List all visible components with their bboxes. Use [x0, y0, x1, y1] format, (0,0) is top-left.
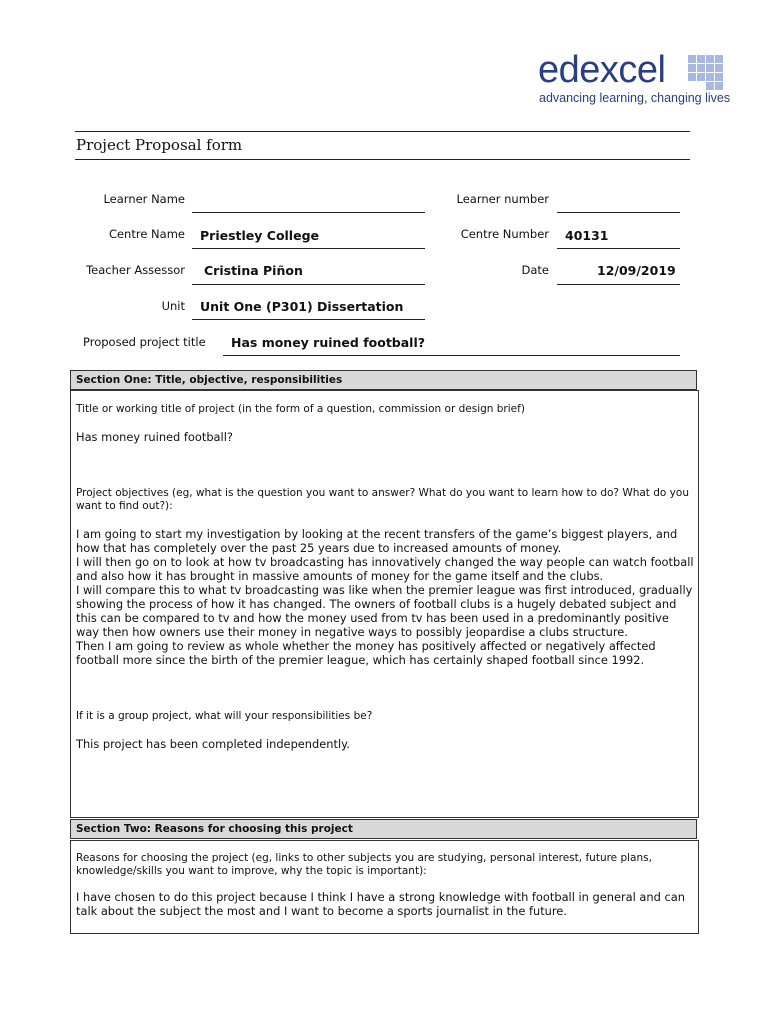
teacher-assessor-value[interactable]: Cristina Piñon	[204, 263, 303, 278]
objectives-paragraph: I am going to start my investigation by looking at the recent transfers of the game’s biggest players, and how that has completely over the past 25 years due to increased amounts of money.	[76, 527, 678, 555]
title-answer[interactable]: Has money ruined football?	[76, 430, 233, 444]
edexcel-logo-grid-icon	[688, 55, 724, 91]
date-value[interactable]: 12/09/2019	[597, 263, 676, 278]
unit-field-line	[192, 319, 425, 320]
teacher-assessor-label: Teacher Assessor	[86, 263, 185, 277]
learner-number-label: Learner number	[456, 192, 549, 206]
learner-number-field-line	[557, 212, 680, 213]
project-title-value[interactable]: Has money ruined football?	[231, 335, 425, 350]
project-title-field-line	[223, 355, 680, 356]
teacher-assessor-field-line	[192, 284, 425, 285]
title-bottom-rule	[75, 159, 690, 160]
centre-number-label: Centre Number	[460, 227, 549, 241]
date-label: Date	[521, 263, 549, 277]
objectives-paragraph: I will compare this to what tv broadcasting was like when the premier league was first introduced, gradually showing the process of how it has changed. The owners of football clubs is a hugely debated subject and this can be compared to tv and how the money used from tv has been used in a predominantly positive way then how owners use their money in negative ways to possibly jeopardise a clubs structure.	[76, 583, 693, 639]
project-title-label: Proposed project title	[83, 335, 206, 349]
centre-name-field-line	[192, 248, 425, 249]
responsibilities-question: If it is a group project, what will your responsibilities be?	[76, 710, 373, 722]
edexcel-logo-wordmark: edexcel	[538, 49, 666, 91]
section-one-header: Section One: Title, objective, responsibilities	[70, 370, 697, 390]
learner-name-label: Learner Name	[103, 192, 185, 206]
reasons-question: Reasons for choosing the project (eg, links to other subjects you are studying, personal interest, future plans, knowledge/skills you want to improve, why the topic is important):	[76, 852, 652, 877]
title-question: Title or working title of project (in the form of a question, commission or design brief)	[76, 403, 525, 415]
responsibilities-answer[interactable]: This project has been completed independently.	[76, 737, 350, 751]
title-top-rule	[75, 131, 690, 132]
objectives-paragraph: Then I am going to review as whole whether the money has positively affected or negatively affected football more since the birth of the premier league, which has certainly shaped football since 1992.	[76, 639, 656, 667]
unit-value[interactable]: Unit One (P301) Dissertation	[200, 299, 404, 314]
form-title: Project Proposal form	[76, 136, 243, 154]
objectives-answer[interactable]	[76, 527, 694, 667]
centre-name-value[interactable]: Priestley College	[200, 228, 320, 243]
objectives-question: Project objectives (eg, what is the question you want to answer? What do you want to learn how to do? What do you want to find out?):	[76, 487, 689, 512]
section-two-header: Section Two: Reasons for choosing this project	[70, 819, 697, 839]
reasons-answer[interactable]: I have chosen to do this project because I think I have a strong knowledge with football in general and can talk about the subject the most and I want to become a sports journalist in the future.	[76, 890, 685, 918]
centre-name-label: Centre Name	[108, 227, 185, 241]
unit-label: Unit	[161, 299, 185, 313]
date-field-line	[557, 284, 680, 285]
centre-number-value[interactable]: 40131	[565, 228, 609, 243]
learner-name-field-line	[192, 212, 425, 213]
centre-number-field-line	[557, 248, 680, 249]
objectives-paragraph: I will then go on to look at how tv broadcasting has innovatively changed the way people can watch football and also how it has brought in massive amounts of money for the game itself and the clubs.	[76, 555, 694, 583]
edexcel-logo-tagline: advancing learning, changing lives	[539, 91, 731, 105]
